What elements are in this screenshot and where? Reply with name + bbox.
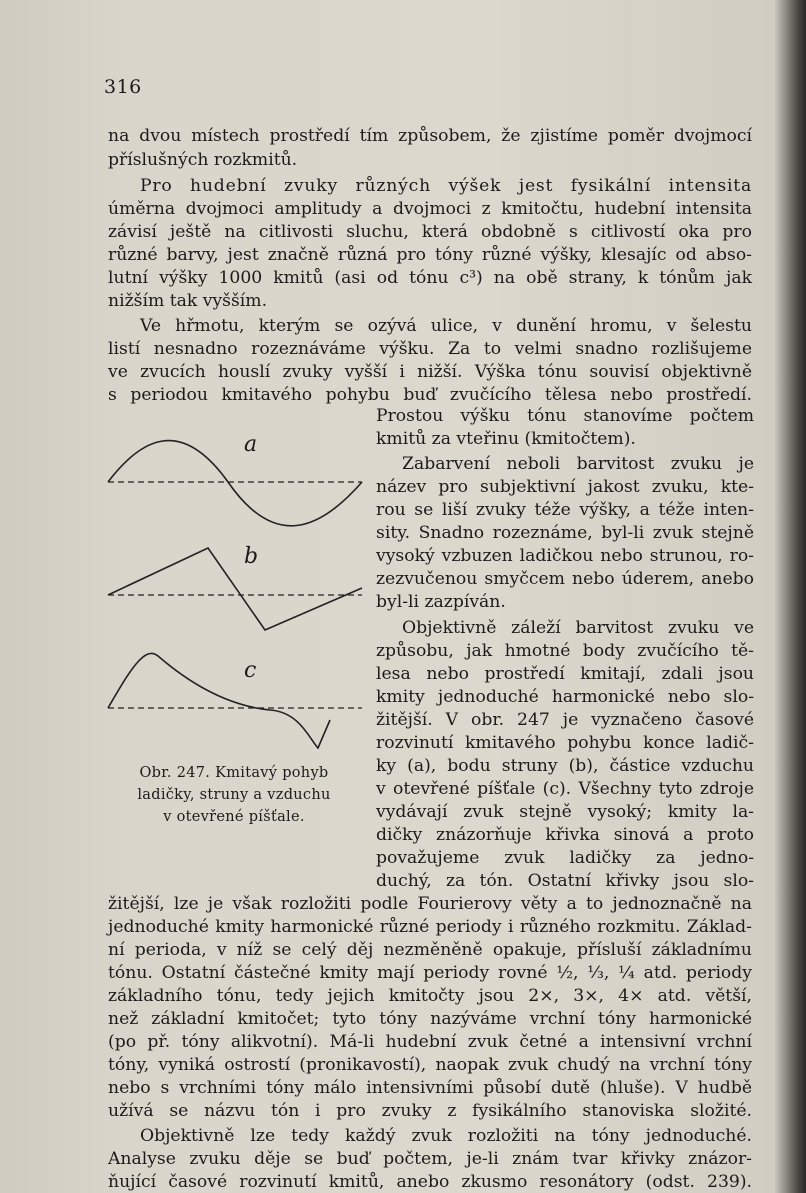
text-line: kmitů za vteřinu (kmitočtem). — [376, 429, 636, 449]
text-line: (po př. tóny alikvotní). Má-li hudební zvuk četné a intensivní vrchní — [108, 1032, 752, 1052]
text-line: ve zvucích houslí zvuky vyšší i nižší. Výška tónu souvisí objektivně — [108, 362, 752, 382]
text-line: vysoký vzbuzen ladičkou nebo strunou, ro- — [376, 546, 754, 566]
figure-label-c: c — [244, 658, 257, 683]
text-line: příslušných rozkmitů. — [108, 150, 298, 170]
text-line: jednoduché kmity harmonické různé periody i různého rozkmitu. Základ- — [108, 917, 752, 937]
text-line: rou se liší zvuky téže výšky, a téže inten- — [376, 500, 754, 520]
text-line: sity. Snadno rozeznáme, byl-li zvuk stejně — [376, 523, 754, 543]
figure-caption-line: Obr. 247. Kmitavý pohyb — [139, 765, 329, 781]
text-line: základního tónu, tedy jejich kmitočty jsou 2×, 3×, 4× atd. větší, — [108, 986, 752, 1006]
figure-label-b: b — [244, 544, 259, 569]
text-line: lesa nebo prostředí kmitají, zdali jsou — [376, 664, 754, 684]
string-curve — [108, 548, 362, 630]
text-line: Analyse zvuku děje se buď počtem, je-li znám tvar křivky znázor- — [108, 1149, 752, 1169]
figure-247 — [100, 420, 370, 780]
text-line: na dvou místech prostředí tím způsobem, že zjistíme poměr dvojmocí — [108, 126, 752, 146]
text-line: Ve hřmotu, kterým se ozývá ulice, v dunění hromu, v šelestu — [140, 316, 752, 336]
text-line: ňující časové rozvinutí kmitů, anebo zkusmo resonátory (odst. 239). — [108, 1172, 752, 1192]
text-line: název pro subjektivní jakost zvuku, kte- — [376, 477, 754, 497]
text-line: nižším tak vyšším. — [108, 291, 268, 311]
waveform-diagram — [100, 420, 370, 750]
text-line: duchý, za tón. Ostatní křivky jsou slo- — [376, 871, 754, 891]
text-line: listí nesnadno rozeznáváme výšku. Za to velmi snadno rozlišujeme — [108, 339, 752, 359]
text-line: různé barvy, jest značně různá pro tóny různé výšky, klesajíc od abso- — [108, 245, 752, 265]
text-line: kmity jednoduché harmonické nebo slo- — [376, 687, 754, 707]
sine-curve — [108, 441, 362, 526]
page-number: 316 — [104, 76, 142, 98]
text-line: vydávají zvuk stejně vysoký; kmity la- — [376, 802, 754, 822]
text-line: nebo s vrchními tóny málo intensivními působí dutě (hluše). V hudbě — [108, 1078, 752, 1098]
text-line: úměrna dvojmoci amplitudy a dvojmoci z kmitočtu, hudební intensita — [108, 199, 752, 219]
text-line: s periodou kmitavého pohybu buď zvučícího tělesa nebo prostředí. — [108, 385, 752, 405]
text-line: tónu. Ostatní částečné kmity mají periody rovné ½, ⅓, ¼ atd. periody — [108, 963, 752, 983]
text-line: žitější. V obr. 247 je vyznačeno časové — [376, 710, 754, 730]
text-line: v otevřené píšťale (c). Všechny tyto zdroje — [376, 779, 754, 799]
text-line: než základní kmitočet; tyto tóny nazýváme vrchní tóny harmonické — [108, 1009, 752, 1029]
text-line: lutní výšky 1000 kmitů (asi od tónu c³) na obě strany, k tónům jak — [108, 268, 752, 288]
figure-caption-line: ladičky, struny a vzduchu — [137, 787, 331, 803]
pipe-curve — [108, 653, 330, 748]
text-line: byl-li zazpíván. — [376, 592, 506, 612]
text-line: žitější, lze je však rozložiti podle Fourierovy věty a to jednoznačně na — [108, 894, 752, 914]
text-line: považujeme zvuk ladičky za jedno- — [376, 848, 754, 868]
text-line: užívá se názvu tón i pro zvuky z fysikálního stanoviska složité. — [108, 1101, 752, 1121]
text-line: tóny, vyniká ostrostí (pronikavostí), naopak zvuk chudý na vrchní tóny — [108, 1055, 752, 1075]
figure-label-a: a — [244, 432, 258, 457]
text-line: Objektivně záleží barvitost zvuku ve — [402, 618, 754, 638]
text-line: Zabarvení neboli barvitost zvuku je — [402, 454, 754, 474]
figure-caption-line: v otevřené píšťale. — [163, 809, 305, 825]
text-line: rozvinutí kmitavého pohybu konce ladič- — [376, 733, 754, 753]
text-line: ky (a), bodu struny (b), částice vzduchu — [376, 756, 754, 776]
text-line: dičky znázorňuje křivka sinová a proto — [376, 825, 754, 845]
text-line: závisí ještě na citlivosti sluchu, která obdobně s citlivostí oka pro — [108, 222, 752, 242]
text-line: Prostou výšku tónu stanovíme počtem — [376, 406, 754, 426]
text-line: Pro hudební zvuky různých výšek jest fysikální intensita — [140, 176, 752, 196]
text-line: způsobu, jak hmotné body zvučícího tě- — [376, 641, 754, 661]
text-line: zezvučenou smyčcem nebo úderem, anebo — [376, 569, 754, 589]
text-line: Objektivně lze tedy každý zvuk rozložiti na tóny jednoduché. — [140, 1126, 752, 1146]
text-line: ní perioda, v níž se celý děj nezměněně opakuje, přísluší základnímu — [108, 940, 752, 960]
